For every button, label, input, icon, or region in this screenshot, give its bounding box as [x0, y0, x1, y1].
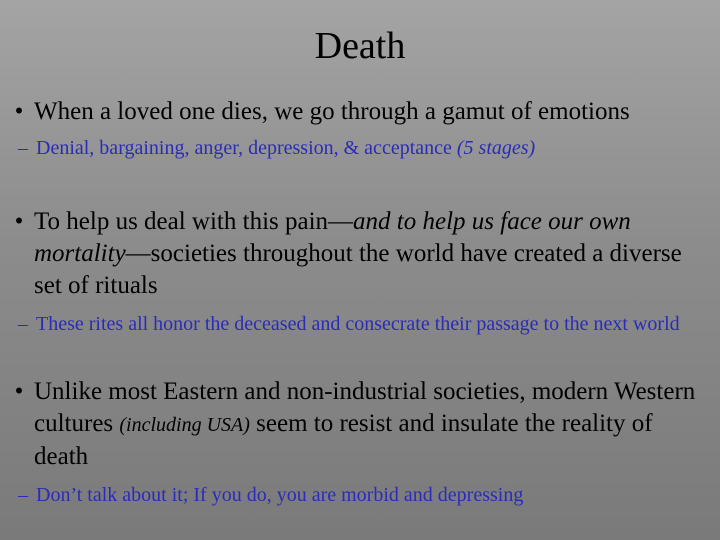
bullet-2 — [4, 206, 704, 339]
bullet-1-sub — [4, 134, 704, 163]
bullet-3-italic: (including USA) — [119, 414, 250, 436]
bullet-1-sub-text: Denial, bargaining, anger, depression, & acceptance — [36, 137, 457, 159]
bullet-dot: • — [14, 378, 24, 405]
bullet-1-text: When a loved one dies, we go through a gamut of emotions — [34, 98, 630, 125]
bullet-3-text-b: seem to resist and insulate the reality of death — [34, 410, 653, 470]
bullet-3-text-a: Unlike most Eastern and non-industrial societies, modern Western cultures — [34, 378, 696, 437]
bullet-2-sub-text: These rites all honor the deceased and consecrate their passage to the next world — [36, 313, 680, 335]
bullet-dot: • — [14, 98, 24, 125]
bullet-1 — [4, 96, 704, 163]
bullet-2-text-b: —societies throughout the world have created a diverse set of rituals — [34, 240, 682, 299]
slide-title: Death — [314, 25, 406, 67]
bullet-2-text-a: To help us deal with this pain— — [34, 208, 354, 235]
bullet-2-sub — [4, 310, 704, 339]
sub-dash: – — [18, 313, 28, 335]
bullet-3-sub — [4, 481, 704, 510]
bullet-dot: • — [14, 208, 24, 235]
bullet-2-italic: and to help us face our own mortality — [34, 208, 631, 267]
sub-dash: – — [18, 137, 28, 159]
bullet-3-sub-text: Don’t talk about it; If you do, you are morbid and depressing — [36, 484, 524, 506]
bullet-1-sub-italic: (5 stages) — [456, 137, 536, 159]
bullet-3 — [4, 376, 704, 510]
sub-dash: – — [18, 484, 28, 506]
